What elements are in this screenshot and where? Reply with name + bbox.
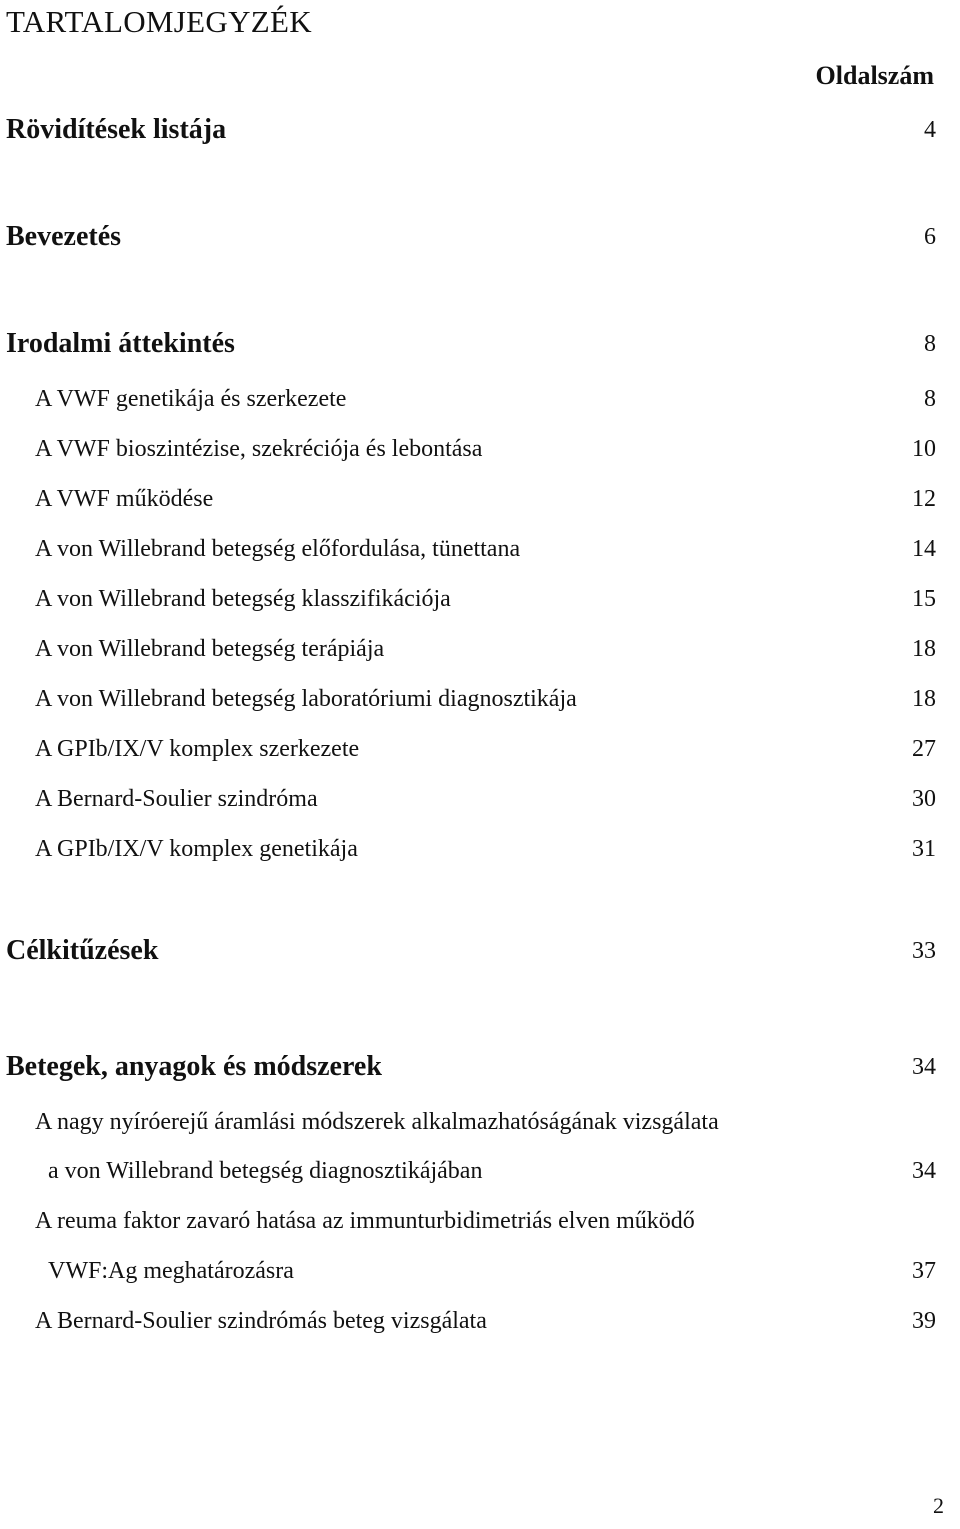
toc-subentry[interactable] [0, 831, 936, 867]
toc-entry-page: 4 [924, 117, 936, 143]
toc-subentry-label: A VWF működése [35, 486, 214, 512]
toc-entry-label: Irodalmi áttekintés [6, 328, 235, 359]
toc-subentry-label: A GPIb/IX/V komplex genetikája [35, 836, 358, 862]
toc-subentry-page: 37 [912, 1258, 936, 1284]
toc-subentry[interactable] [0, 1303, 936, 1339]
toc-subentry-label: A GPIb/IX/V komplex szerkezete [35, 736, 360, 762]
toc-subentry-page: 39 [912, 1308, 936, 1334]
toc-subentry-page: 31 [912, 836, 936, 862]
toc-subentry[interactable] [0, 431, 936, 467]
toc-subentry-label: A reuma faktor zavaró hatása az immunturbidimetriás elven működő [35, 1208, 695, 1234]
toc-subentry-label: A Bernard-Soulier szindrómás beteg vizsgálata [35, 1308, 487, 1334]
toc-subentry-label-continuation: VWF:Ag meghatározásra [48, 1258, 294, 1284]
toc-subentry-label: A von Willebrand betegség laboratóriumi diagnosztikája [35, 686, 577, 712]
toc-subentry[interactable] [0, 731, 936, 767]
toc-subentry-label: A nagy nyíróerejű áramlási módszerek alkalmazhatóságának vizsgálata [35, 1109, 719, 1135]
toc-subentry[interactable] [0, 381, 936, 417]
toc-subentry-label-continuation: a von Willebrand betegség diagnosztikájában [48, 1158, 483, 1184]
toc-entry-page: 8 [924, 331, 936, 357]
toc-entry-bevezetes[interactable] [0, 219, 936, 255]
toc-subentry-continuation[interactable] [0, 1153, 936, 1189]
toc-entry-page: 33 [912, 938, 936, 964]
toc-subentry[interactable] [0, 681, 936, 717]
toc-entry-label: Célkitűzések [6, 935, 159, 966]
toc-subentry-page: 18 [912, 636, 936, 662]
page-column-header: Oldalszám [815, 61, 934, 90]
toc-entry-page: 6 [924, 224, 936, 250]
toc-subentry[interactable] [0, 781, 936, 817]
toc-entry-label: Rövidítések listája [6, 114, 227, 145]
toc-subentry-label: A von Willebrand betegség terápiája [35, 636, 385, 662]
toc-subentry[interactable] [0, 581, 936, 617]
toc-subentry[interactable] [0, 1104, 936, 1140]
toc-subentry-label: A Bernard-Soulier szindróma [35, 786, 318, 812]
toc-subentry-page: 30 [912, 786, 936, 812]
toc-entry-label: Betegek, anyagok és módszerek [6, 1051, 382, 1082]
toc-entry-betegek-anyagok-modszerek[interactable] [0, 1049, 936, 1085]
toc-entry-irodalmi-attekintes[interactable] [0, 326, 936, 362]
page-number: 2 [933, 1493, 944, 1518]
toc-subentry-page: 27 [912, 736, 936, 762]
toc-subentry[interactable] [0, 1203, 936, 1239]
toc-subentry-continuation[interactable] [0, 1253, 936, 1289]
toc-subentry-page: 34 [912, 1158, 936, 1184]
toc-entry-celkituzesek[interactable] [0, 933, 936, 969]
toc-subentry-label: A von Willebrand betegség klasszifikációja [35, 586, 451, 612]
toc-subentry-label: A VWF genetikája és szerkezete [35, 386, 347, 412]
toc-subentry-label: A von Willebrand betegség előfordulása, tünettana [35, 536, 521, 562]
toc-subentry-page: 10 [912, 436, 936, 462]
toc-subentry-page: 8 [924, 386, 936, 412]
toc-subentry[interactable] [0, 481, 936, 517]
page-title: TARTALOMJEGYZÉK [6, 4, 312, 39]
toc-subentry[interactable] [0, 631, 936, 667]
toc-entry-page: 34 [912, 1054, 936, 1080]
toc-entry-label: Bevezetés [6, 221, 122, 252]
toc-entry-rovidítesek[interactable] [0, 112, 936, 148]
toc-subentry-page: 15 [912, 586, 936, 612]
toc-subentry[interactable] [0, 531, 936, 567]
toc-subentry-page: 14 [912, 536, 936, 562]
toc-subentry-page: 18 [912, 686, 936, 712]
toc-subentry-label: A VWF bioszintézise, szekréciója és lebontása [35, 436, 483, 462]
toc-subentry-page: 12 [912, 486, 936, 512]
